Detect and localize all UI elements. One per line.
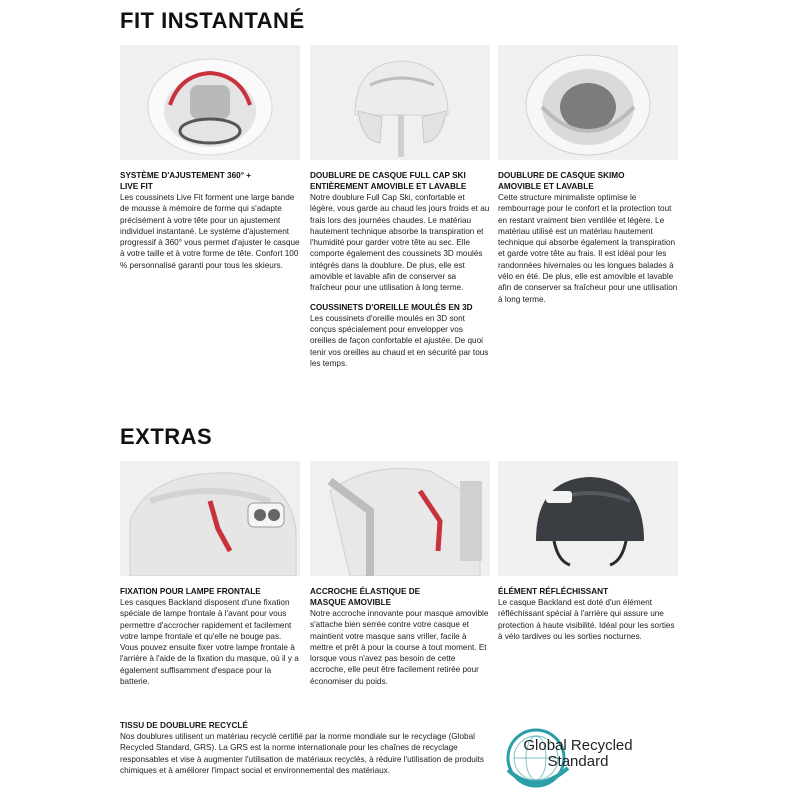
- card-title-line2: MASQUE AMOVIBLE: [310, 598, 392, 607]
- grs-logo-line2: Standard: [547, 753, 609, 770]
- card-body: Cette structure minimaliste optimise le rembourrage pour le confort et la protection tout en restant vraiment bien ventilée et légère. Le matériau utilisé est un matériau hautement technique qui absorbe également la transpiration et garde votre tête au frais. Il est idéal pour les randonnées hivernales ou les longues balades à vélo en été. De plus, elle est amovible et lavable afin de conserver sa fraîcheur pour une utilisation à long terme.: [498, 193, 678, 304]
- card-title: SYSTÈME D'AJUSTEMENT 360° +: [120, 171, 252, 180]
- headlamp-mount-image: [120, 461, 300, 576]
- card-sub-body: Les coussinets d'oreille moulés en 3D sont conçus spécialement pour envelopper vos oreilles de façon confortable et ajustée. De quoi tenir vos oreilles au chaud et en sécurité par tous les temps.: [310, 313, 489, 368]
- fit-card-skimo: [498, 45, 678, 305]
- card-body: Les casques Backland disposent d'une fixation spéciale de lampe frontale à l'avant pour vous permettre d'accrocher rapidement et facilement votre lampe frontale et qu'elle ne bouge pas. Vous pouvez ensuite fixer votre lampe frontale à l'arrière à l'aide de la fixation du masque, où il y a également suffisamment d'espace pour la batterie.: [120, 598, 299, 687]
- section-title-fit: FIT INSTANTANÉ: [120, 8, 305, 33]
- reflective-helmet-image: [498, 461, 678, 576]
- grs-logo-line1: Global Recycled: [523, 737, 633, 754]
- fit-card-full-cap: [310, 45, 490, 369]
- extras-card-reflective: [498, 461, 678, 642]
- extras-card-headlamp: [120, 461, 300, 687]
- card-title: ÉLÉMENT RÉFLÉCHISSANT: [498, 587, 609, 596]
- helmet-skimo-liner-image: [498, 45, 678, 160]
- extras-card-goggle-clip: [310, 461, 490, 687]
- goggle-clip-image: [310, 461, 490, 576]
- fit-card-adjustment: [120, 45, 300, 271]
- helmet-liner-image: [310, 45, 490, 160]
- recycled-fabric-section: [120, 720, 490, 776]
- card-title: DOUBLURE DE CASQUE FULL CAP SKI: [310, 171, 466, 180]
- card-title-line2: ENTIÈREMENT AMOVIBLE ET LAVABLE: [310, 182, 467, 191]
- card-subtitle: COUSSINETS D'OREILLE MOULÉS EN 3D: [310, 302, 473, 312]
- grs-logo: [498, 718, 638, 788]
- helmet-interior-image: [120, 45, 300, 160]
- card-title: DOUBLURE DE CASQUE SKIMO: [498, 171, 625, 180]
- section-title-extras: EXTRAS: [120, 424, 213, 449]
- card-title-line2: LIVE FIT: [120, 182, 153, 191]
- card-body: Notre doublure Full Cap Ski, confortable et légère, vous garde au chaud les jours froids et au frais lors des journées chaudes. Le matériau hautement technique absorbe la transpiration et l'humidité pour garder votre tête au sec. Elle comporte également des coussinets 3D moulés intégrés dans la doublure. De plus, elle est amovible et lavable afin de conserver sa fraîcheur pour une utilisation à long terme.: [310, 193, 490, 293]
- recycled-fabric-title: TISSU DE DOUBLURE RECYCLÉ: [120, 721, 248, 730]
- card-title: FIXATION POUR LAMPE FRONTALE: [120, 587, 261, 596]
- card-body: Le casque Backland est doté d'un élément réfléchissant spécial à l'arrière qui assure une protection à haute visibilité. Idéal pour les sorties à vélo tardives ou les sorties nocturnes.: [498, 598, 675, 641]
- card-title: ACCROCHE ÉLASTIQUE DE: [310, 587, 421, 596]
- card-body: Notre accroche innovante pour masque amovible s'attache bien serrée contre votre casque et maintient votre masque sans vriller, facile à mettre et prêt à pour la course à tout moment. Et lorsque vous n'avez pas besoin de cette accroche, elle peut être facilement retirée pour économiser du poids.: [310, 609, 489, 686]
- recycled-fabric-body: Nos doublures utilisent un matériau recyclé certifié par la norme mondiale sur le recyclage (Global Recycled Standard, GRS). La GRS est la norme internationale pour les chaînes de recyclage responsables et vise à augmenter l'utilisation de matériaux recyclés, à réduire l'utilisation de produits chimiques et à améliorer l'impact social et environnemental des matériaux.: [120, 732, 485, 775]
- card-body: Les coussinets Live Fit forment une large bande de mousse à mémoire de forme qui s'adapte précisément à votre tête pour un ajustement individuel instantané. Le système d'ajustement progressif à 360° vous permet d'ajuster le casque à votre taille et à votre forme de tête. Confort 100 % personnalisé garanti pour tous les skieurs.: [120, 193, 300, 270]
- card-title-line2: AMOVIBLE ET LAVABLE: [498, 182, 594, 191]
